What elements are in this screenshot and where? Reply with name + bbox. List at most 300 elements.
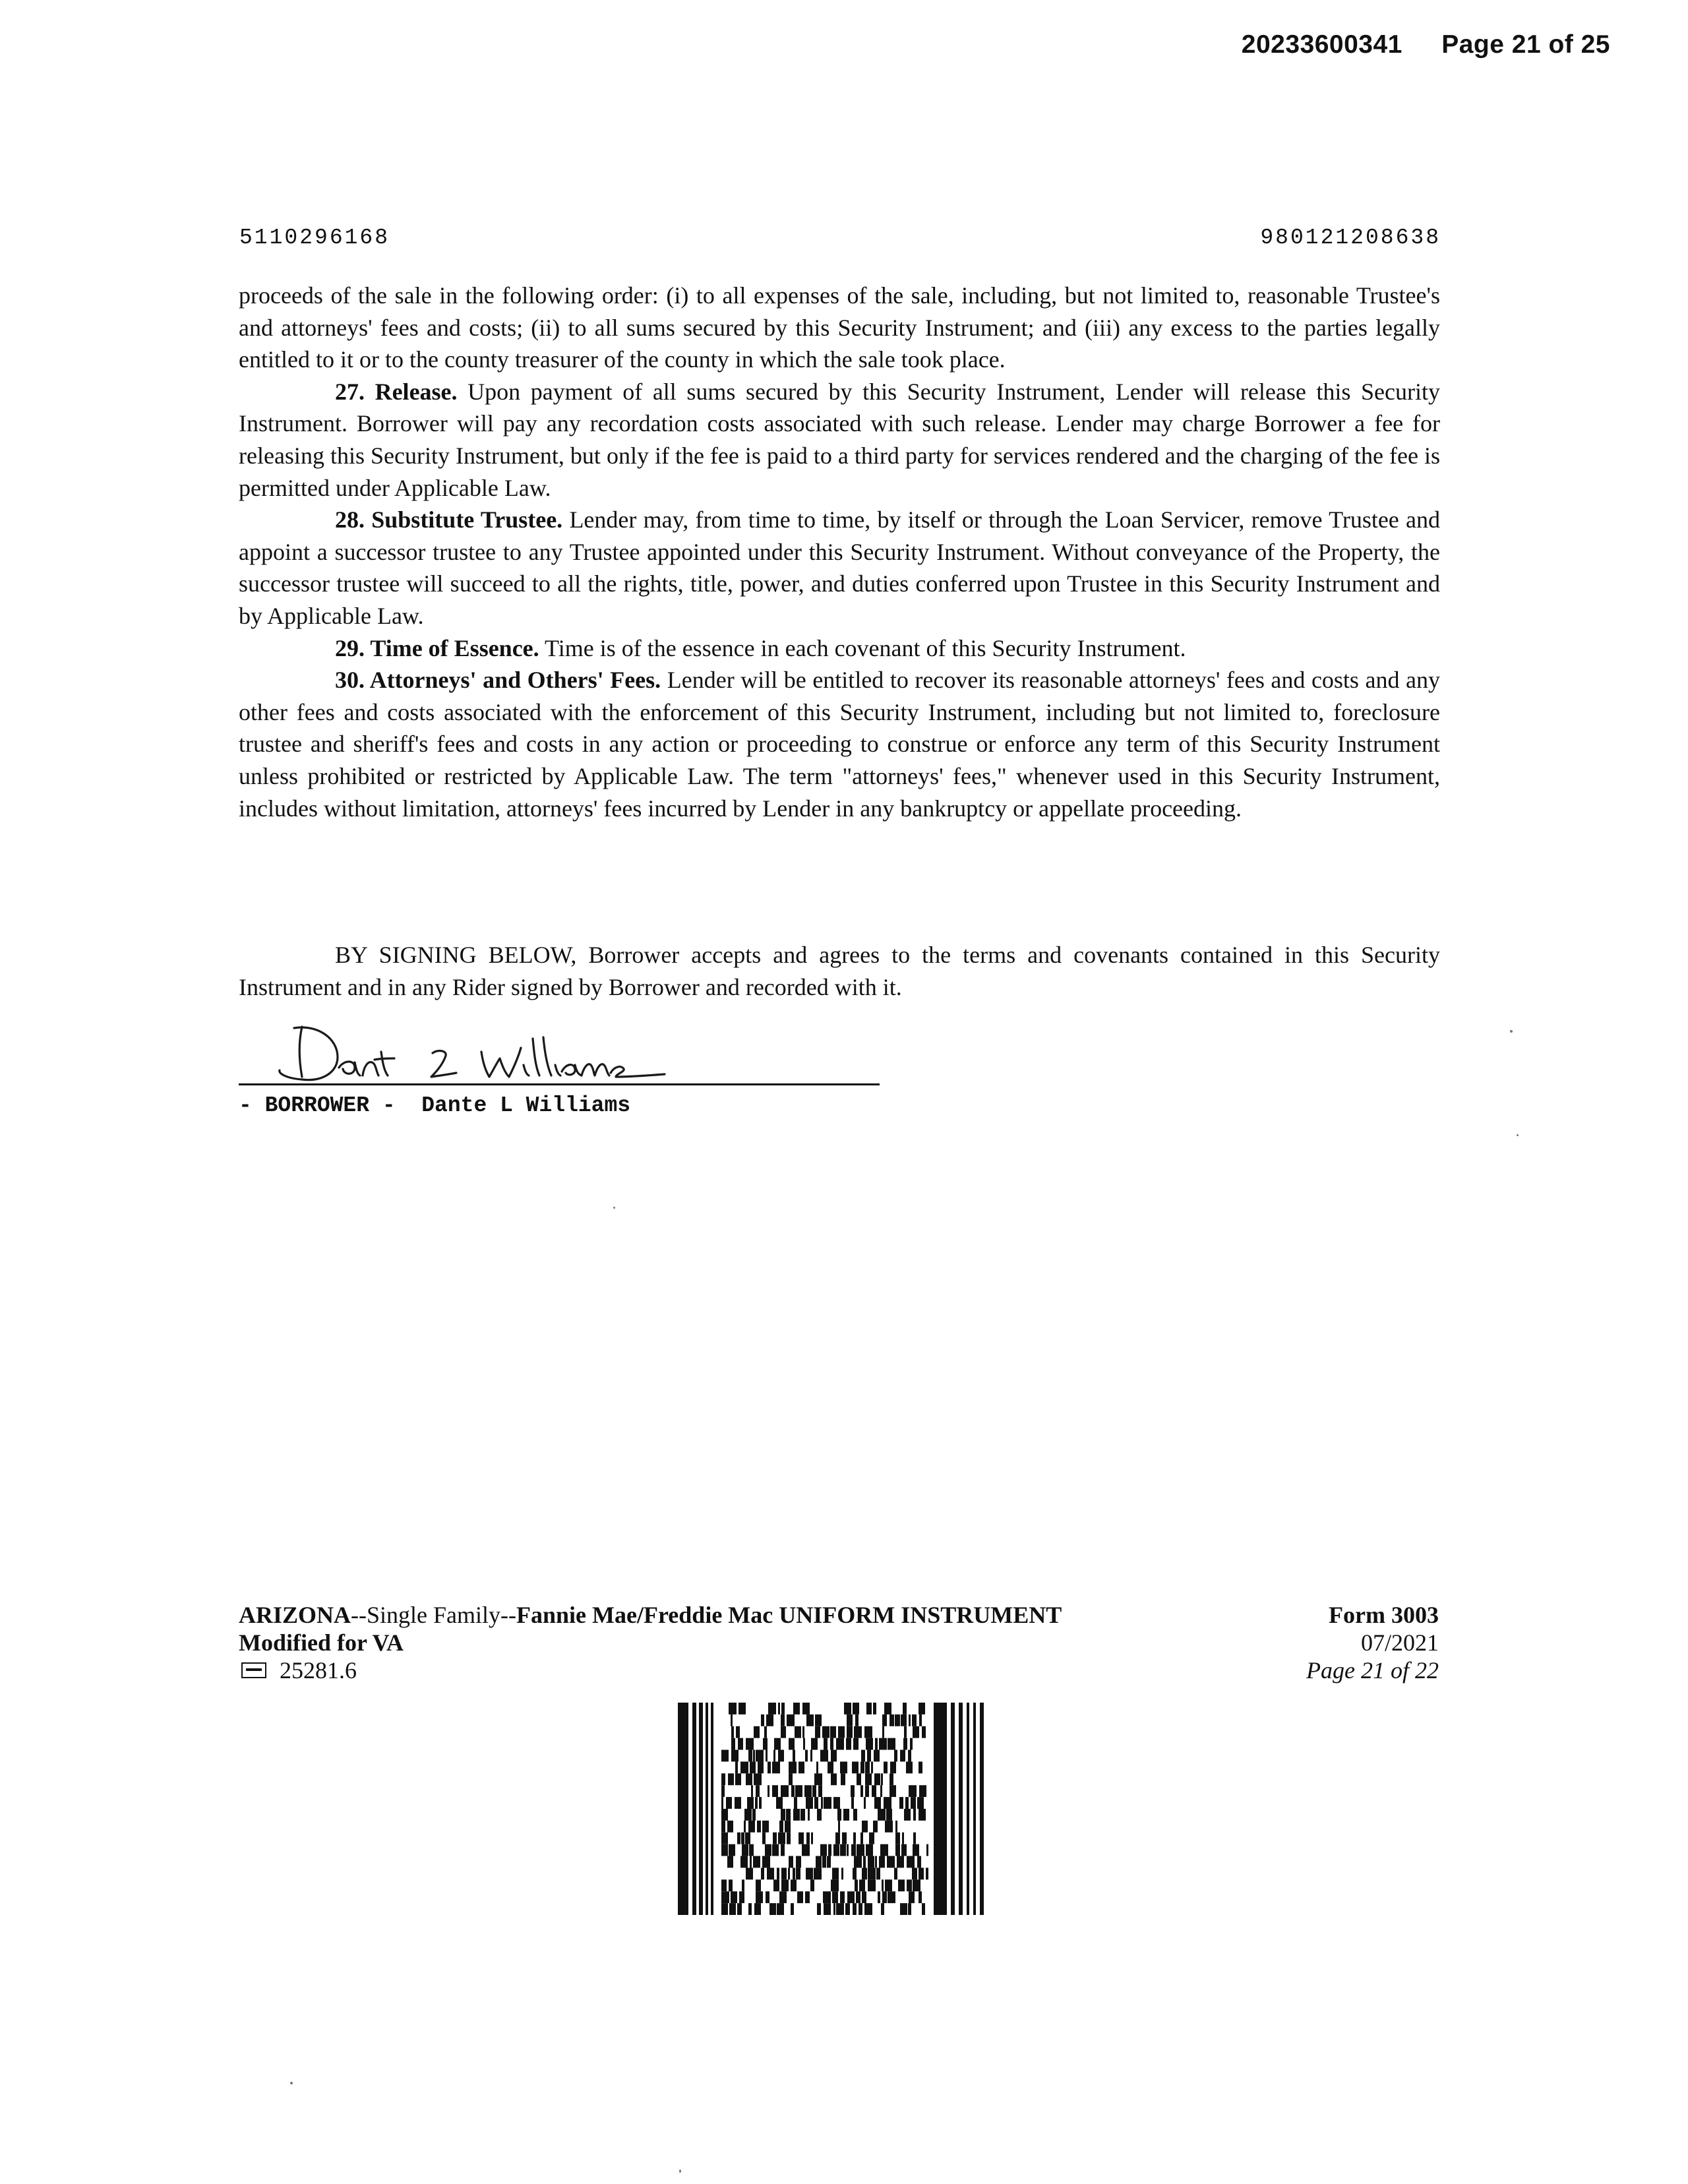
footer-separator: -- [351, 1602, 367, 1628]
barcode-module [926, 1844, 928, 1856]
barcode-module [864, 1797, 866, 1809]
barcode-module [789, 1738, 795, 1750]
barcode-module [806, 1867, 813, 1879]
barcode-module [871, 1761, 873, 1773]
barcode-module [865, 1785, 869, 1797]
barcode-module [817, 1809, 822, 1821]
barcode-module [735, 1761, 738, 1773]
barcode-module [748, 1750, 752, 1762]
barcode-module [748, 1821, 755, 1833]
barcode-module [721, 1833, 728, 1844]
barcode-module [895, 1714, 900, 1726]
barcode-module [800, 1809, 805, 1821]
barcode-module [919, 1809, 926, 1821]
barcode-module [894, 1867, 897, 1879]
barcode-module [906, 1761, 913, 1773]
barcode-module [762, 1833, 766, 1844]
barcode-module [860, 1833, 863, 1844]
barcode-module [874, 1797, 881, 1809]
barcode-stop-bar [967, 1703, 969, 1915]
barcode-module [912, 1867, 917, 1879]
barcode-module [768, 1785, 769, 1797]
barcode-module [859, 1879, 865, 1891]
barcode-module [777, 1867, 779, 1879]
barcode-module [802, 1703, 810, 1714]
barcode-module [844, 1703, 851, 1714]
barcode-module [778, 1833, 785, 1844]
barcode-module [857, 1844, 864, 1856]
footer-instrument-line [239, 1601, 1062, 1629]
barcode-module [864, 1726, 872, 1738]
barcode-module [859, 1903, 862, 1915]
barcode-module [913, 1809, 916, 1821]
barcode-module [823, 1891, 831, 1903]
section-text: Upon payment of all sums secured by this Security Instrument, Lender will release this Security Instrument. Borrower will pay any recordation costs associated with such release. Lender may charge Borrower a fee for releasing this Security Instrument, but only if the fee is paid to a third party for services rendered and the charging of the fee is permitted under Applicable Law. [239, 378, 1440, 501]
barcode-module [917, 1797, 924, 1809]
barcode-module [774, 1738, 781, 1750]
barcode-module [873, 1821, 878, 1833]
barcode-module [721, 1891, 729, 1903]
barcode-module [885, 1879, 892, 1891]
barcode-module [818, 1785, 822, 1797]
barcode-module [761, 1867, 764, 1879]
barcode-module [816, 1761, 818, 1773]
barcode-module [862, 1867, 867, 1879]
section-heading: 29. Time of Essence. [335, 634, 539, 661]
barcode-module [884, 1703, 891, 1714]
barcode-module [855, 1714, 859, 1726]
barcode-module [836, 1903, 844, 1915]
footer-state: ARIZONA [239, 1602, 351, 1628]
barcode-module [816, 1856, 822, 1868]
barcode-module [789, 1773, 793, 1785]
barcode-module [908, 1750, 911, 1762]
scan-speck [1517, 1134, 1519, 1136]
barcode-module [740, 1761, 748, 1773]
barcode-module [731, 1750, 738, 1762]
section-heading: 27. Release. [335, 378, 458, 405]
barcode-module [907, 1856, 915, 1868]
footer-form-info [239, 1601, 1062, 1684]
barcode-module [853, 1833, 856, 1844]
barcode-module [778, 1750, 784, 1762]
barcode-module [781, 1879, 789, 1891]
barcode-module [854, 1726, 862, 1738]
barcode-module [737, 1833, 740, 1844]
barcode-module [902, 1833, 904, 1844]
barcode-module [885, 1821, 893, 1833]
barcode-module [815, 1726, 820, 1738]
scan-speck [613, 1207, 615, 1209]
barcode-module [727, 1856, 733, 1868]
barcode-module [721, 1809, 728, 1821]
barcode-module [810, 1750, 812, 1762]
barcode-module [833, 1903, 835, 1915]
barcode-module [737, 1903, 742, 1915]
barcode-module [797, 1891, 803, 1903]
barcode-module [853, 1703, 859, 1714]
barcode-module [731, 1714, 733, 1726]
barcode-module [880, 1785, 882, 1797]
barcode-module [847, 1891, 855, 1903]
barcode-module [851, 1844, 856, 1856]
barcode-module [889, 1785, 896, 1797]
barcode-module [831, 1750, 837, 1762]
barcode-module [917, 1856, 921, 1868]
barcode-module [799, 1761, 804, 1773]
barcode-module [919, 1703, 925, 1714]
barcode-module [853, 1809, 857, 1821]
barcode-module [769, 1903, 776, 1915]
barcode-module [746, 1738, 754, 1750]
barcode-module [721, 1903, 728, 1915]
barcode-module [772, 1844, 779, 1856]
barcode-module [735, 1773, 741, 1785]
barcode-module [872, 1785, 876, 1797]
barcode-module [781, 1714, 785, 1726]
barcode-module [721, 1797, 723, 1809]
barcode-module [900, 1903, 907, 1915]
barcode-module [788, 1867, 790, 1879]
barcode-module [750, 1761, 756, 1773]
barcode-module [812, 1785, 816, 1797]
barcode-module [827, 1856, 831, 1868]
barcode-module [908, 1903, 911, 1915]
barcode-module [919, 1714, 922, 1726]
barcode-module [793, 1867, 795, 1879]
footer-page: Page 21 of 22 [1306, 1657, 1439, 1684]
barcode-module [887, 1856, 895, 1868]
barcode-module [884, 1797, 891, 1809]
barcode-module [776, 1797, 783, 1809]
barcode-module [922, 1726, 926, 1738]
barcode-module [903, 1703, 907, 1714]
barcode-module [729, 1844, 735, 1856]
barcode-module [840, 1844, 846, 1856]
barcode-module [866, 1703, 872, 1714]
barcode-module [894, 1750, 897, 1762]
section-text: Time is of the essence in each covenant of this Security Instrument. [545, 634, 1186, 661]
barcode-module [863, 1856, 866, 1868]
barcode-module [904, 1726, 907, 1738]
barcode-module [851, 1785, 855, 1797]
barcode-module [860, 1785, 863, 1797]
barcode-module [804, 1785, 812, 1797]
barcode-module [721, 1879, 727, 1891]
barcode-module [773, 1750, 775, 1762]
barcode-module [791, 1903, 794, 1915]
footer-modified: Modified for VA [239, 1629, 404, 1656]
footer-instrument: Fannie Mae/Freddie Mac UNIFORM INSTRUMENT [516, 1602, 1062, 1628]
barcode-module [854, 1856, 862, 1868]
barcode-module [832, 1891, 838, 1903]
barcode-module [806, 1797, 813, 1809]
barcode-module [832, 1867, 839, 1879]
signature-line [239, 1083, 880, 1085]
barcode-module [817, 1903, 821, 1915]
section-30 [239, 664, 1440, 824]
barcode-module [913, 1879, 920, 1891]
barcode-module [808, 1809, 810, 1821]
barcode-module [868, 1856, 874, 1868]
section-heading: 30. Attorneys' and Others' Fees. [335, 667, 661, 694]
footer-form-code: 25281.6 [280, 1657, 357, 1684]
barcode-module [922, 1903, 925, 1915]
footer-form-number: Form 3003 [1329, 1602, 1439, 1628]
barcode-module [910, 1738, 913, 1750]
barcode-module [746, 1867, 753, 1879]
barcode-module [898, 1879, 905, 1891]
barcode-module [781, 1785, 789, 1797]
barcode-module [756, 1891, 763, 1903]
barcode-module [913, 1844, 919, 1856]
barcode-module [868, 1879, 876, 1891]
barcode-module [731, 1891, 737, 1903]
section-28 [239, 504, 1440, 632]
barcode-module [911, 1797, 916, 1809]
barcode-module [888, 1738, 895, 1750]
barcode-module [830, 1738, 833, 1750]
barcode-module [795, 1726, 801, 1738]
barcode-module [882, 1714, 887, 1726]
barcode-module [900, 1750, 905, 1762]
barcode-module [786, 1809, 791, 1821]
barcode-module [766, 1891, 769, 1903]
footer-form-number-block [1306, 1601, 1439, 1684]
barcode-module [744, 1809, 752, 1821]
barcode-module [781, 1809, 785, 1821]
barcode-module [781, 1726, 786, 1738]
barcode-module [755, 1797, 758, 1809]
barcode-module [791, 1785, 795, 1797]
barcode-module [828, 1761, 833, 1773]
barcode-module [811, 1738, 818, 1750]
barcode-module [795, 1785, 802, 1797]
barcode-module [868, 1867, 876, 1879]
barcode-module [907, 1879, 912, 1891]
barcode-module [789, 1856, 793, 1868]
barcode-module [794, 1797, 797, 1809]
barcode-module [876, 1867, 880, 1879]
footer-form-code-line [239, 1656, 1062, 1684]
section-29 [239, 632, 1440, 665]
barcode-module [831, 1773, 837, 1785]
barcode-module [860, 1761, 864, 1773]
barcode-module [765, 1844, 771, 1856]
barcode-module [846, 1738, 851, 1750]
barcode-module [840, 1761, 847, 1773]
barcode-module [741, 1833, 744, 1844]
barcode-module [878, 1809, 886, 1821]
barcode-module [772, 1785, 778, 1797]
barcode-module [913, 1833, 916, 1844]
footer-separator: -- [500, 1602, 516, 1628]
barcode-module [847, 1844, 849, 1856]
barcode-module [729, 1879, 733, 1891]
barcode-module [889, 1714, 894, 1726]
document-body [239, 280, 1440, 824]
barcode-module [736, 1726, 740, 1738]
barcode-module [742, 1879, 744, 1891]
barcode-module [836, 1738, 844, 1750]
barcode-module [745, 1833, 750, 1844]
barcode-module [905, 1797, 909, 1809]
barcode-module [773, 1879, 779, 1891]
barcode-module [841, 1773, 845, 1785]
barcode-module [841, 1867, 843, 1879]
barcode-module [875, 1856, 877, 1868]
barcode-module [874, 1773, 880, 1785]
barcode-module [728, 1773, 734, 1785]
loan-number-right: 980121208638 [1260, 226, 1441, 250]
barcode-module [756, 1879, 761, 1891]
barcode-module [768, 1703, 776, 1714]
barcode-module [901, 1714, 907, 1726]
barcode-module [899, 1797, 903, 1809]
barcode-module [747, 1797, 754, 1809]
barcode-module [879, 1738, 887, 1750]
barcode-module [821, 1797, 823, 1809]
barcode-module [831, 1879, 839, 1891]
barcode-module [862, 1891, 866, 1903]
barcode-module [855, 1879, 858, 1891]
barcode-module [754, 1726, 760, 1738]
barcode-module [799, 1833, 804, 1844]
barcode-module [904, 1809, 911, 1821]
barcode-module [835, 1833, 840, 1844]
barcode-module [830, 1726, 836, 1738]
barcode-module [721, 1844, 728, 1856]
barcode-module [754, 1903, 761, 1915]
scan-speck [679, 2169, 681, 2173]
barcode-module [822, 1726, 829, 1738]
barcode-module [845, 1903, 850, 1915]
barcode-module [814, 1773, 822, 1785]
barcode-module [847, 1726, 853, 1738]
barcode-module [777, 1903, 784, 1915]
barcode-module [851, 1797, 854, 1809]
barcode-module [889, 1773, 893, 1785]
barcode-module [805, 1891, 810, 1903]
barcode-module [820, 1844, 827, 1856]
footer-property-type: Single Family [367, 1602, 501, 1628]
barcode-module [740, 1856, 748, 1868]
continuation-paragraph: proceeds of the sale in the following order: (i) to all expenses of the sale, including, but not limited to, reasonable Trustee's and attorneys' fees and costs; (ii) to all sums secured by this Security Instrument; and (iii) any excess to the parties legally entitled to it or to the county treasurer of the county in which the sale took place. [239, 282, 1440, 373]
barcode-module [721, 1750, 729, 1762]
barcode-module [913, 1726, 919, 1738]
footer-form-date: 07/2021 [1360, 1629, 1439, 1656]
barcode-module [853, 1867, 857, 1879]
barcode-module [895, 1833, 900, 1844]
barcode-module [764, 1726, 767, 1738]
barcode-module [895, 1844, 900, 1856]
barcode-module [895, 1821, 897, 1833]
recording-page-label: Page 21 of 25 [1441, 30, 1610, 59]
barcode-module [787, 1714, 795, 1726]
section-heading: 28. Substitute Trustee. [335, 506, 563, 533]
barcode-module [865, 1761, 870, 1773]
barcode-module [909, 1714, 911, 1726]
barcode-module [766, 1750, 768, 1762]
handwritten-signature [239, 1019, 885, 1091]
barcode-module [781, 1703, 785, 1714]
barcode-module [763, 1738, 768, 1750]
barcode-module [793, 1809, 800, 1821]
pdf417-barcode [678, 1703, 1000, 1915]
barcode-module [742, 1844, 748, 1856]
barcode-module [735, 1797, 741, 1809]
barcode-module [727, 1821, 733, 1833]
barcode-module [749, 1844, 754, 1856]
barcode-module [882, 1891, 887, 1903]
barcode-module [838, 1726, 845, 1738]
barcode-module [748, 1903, 752, 1915]
barcode-module [888, 1891, 895, 1903]
barcode-module [912, 1714, 917, 1726]
barcode-module [757, 1821, 761, 1833]
borrower-label: - BORROWER - Dante L Williams [239, 1093, 631, 1118]
barcode-module [785, 1821, 791, 1833]
barcode-start-bar [678, 1703, 688, 1915]
barcode-module [828, 1844, 831, 1856]
barcode-module [768, 1761, 771, 1773]
signing-statement: BY SIGNING BELOW, Borrower accepts and agrees to the terms and covenants contained in this Security Instrument and in any Rider signed by Borrower and recorded with it. [239, 942, 1440, 1000]
barcode-start-bar [699, 1703, 703, 1915]
barcode-stop-bar [959, 1703, 963, 1915]
barcode-module [866, 1844, 873, 1856]
barcode-module [729, 1903, 736, 1915]
barcode-module [824, 1903, 831, 1915]
barcode-module [778, 1703, 780, 1714]
barcode-module [779, 1821, 783, 1833]
barcode-module [874, 1750, 880, 1762]
barcode-module [761, 1714, 764, 1726]
barcode-module [753, 1856, 760, 1868]
barcode-module [815, 1714, 822, 1726]
barcode-module [759, 1797, 762, 1809]
barcode-module [789, 1761, 797, 1773]
barcode-module [806, 1833, 810, 1844]
barcode-module [721, 1785, 725, 1797]
barcode-stop-bar [951, 1703, 955, 1915]
barcode-module [758, 1761, 764, 1773]
signing-statement-block [239, 939, 1440, 1003]
barcode-module [752, 1809, 756, 1821]
barcode-module [739, 1891, 744, 1903]
barcode-module [721, 1773, 725, 1785]
barcode-module [738, 1703, 746, 1714]
barcode-module [840, 1891, 845, 1903]
barcode-module [884, 1761, 888, 1773]
barcode-module [824, 1797, 831, 1809]
barcode-start-bar [706, 1703, 708, 1915]
barcode-module [878, 1891, 880, 1903]
barcode-stop-bar [980, 1703, 984, 1915]
barcode-module [866, 1738, 873, 1750]
barcode-module [731, 1726, 734, 1738]
barcode-module [729, 1703, 737, 1714]
barcode-module [781, 1844, 785, 1856]
barcode-module [781, 1867, 787, 1879]
barcode-start-bar [692, 1703, 696, 1915]
barcode-module [847, 1714, 853, 1726]
loan-number-left: 5110296168 [239, 226, 390, 250]
barcode-module [875, 1738, 878, 1750]
barcode-module [833, 1797, 840, 1809]
barcode-module [773, 1833, 777, 1844]
barcode-stop-bar [934, 1703, 947, 1915]
barcode-module [744, 1821, 746, 1833]
